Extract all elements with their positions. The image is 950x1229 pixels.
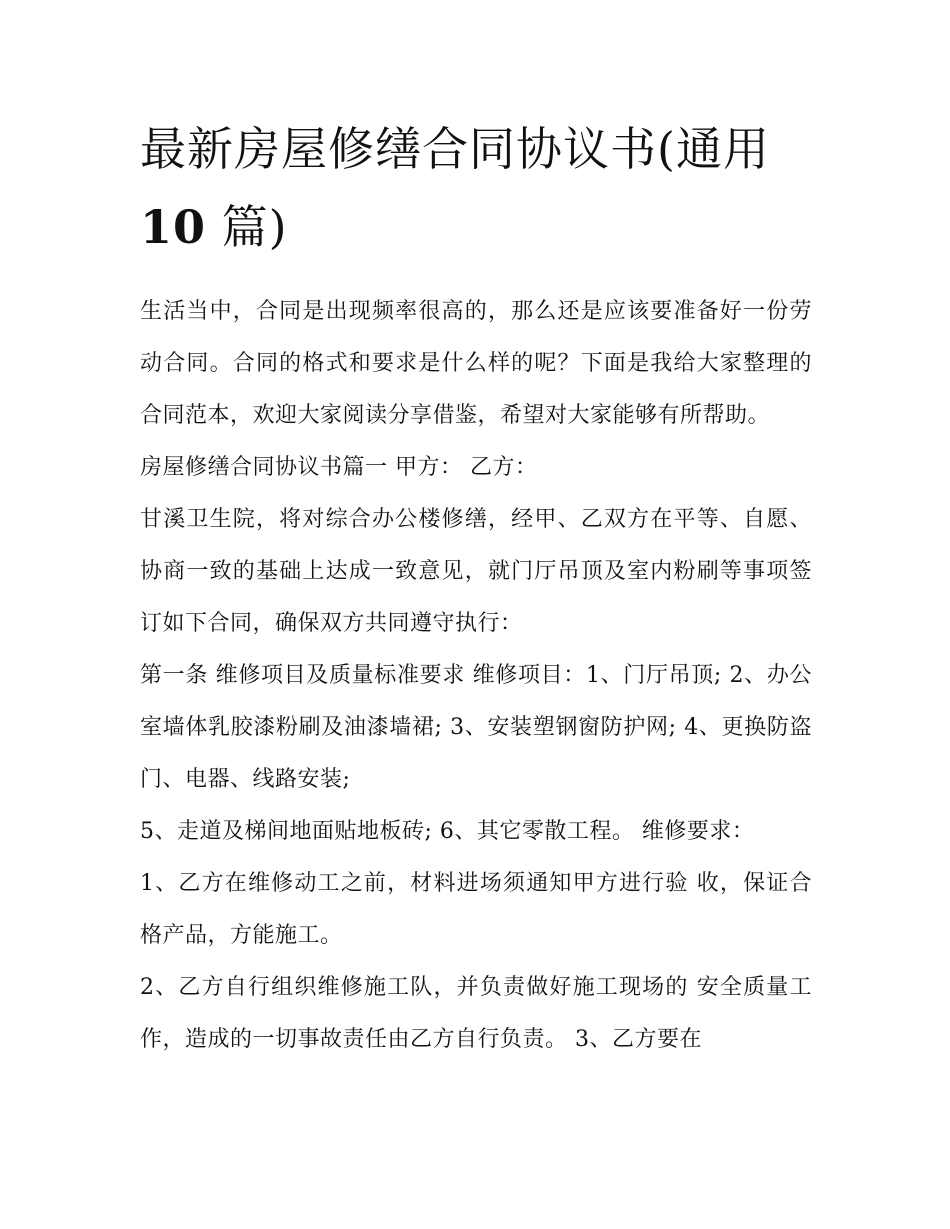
document-body xyxy=(140,110,812,1066)
title-line-1: 最新房屋修缮合同协议书(通用 xyxy=(140,122,770,176)
paragraph-preamble: 甘溪卫生院，将对综合办公楼修缮，经甲、乙双方在平等、自愿、协商一致的基础上达成一致意见，就门厅吊顶及室内粉刷等事项签订如下合同，确保双方共同遵守执行： xyxy=(140,507,812,636)
paragraph-article-1: 第一条 维修项目及质量标准要求 维修项目：1、门厅吊顶; 2、办公室墙体乳胶漆粉刷及油漆墙裙; 3、安装塑钢窗防护网; 4、更换防盗门、电器、线路安装; xyxy=(140,663,812,792)
paragraph-intro: 生活当中，合同是出现频率很高的，那么还是应该要准备好一份劳动合同。合同的格式和要求是什么样的呢？下面是我给大家整理的合同范本，欢迎大家阅读分享借鉴，希望对大家能够有所帮助。 xyxy=(140,299,812,428)
document-title xyxy=(140,110,812,266)
paragraph-parties: 房屋修缮合同协议书篇一 甲方： 乙方： xyxy=(140,455,538,480)
paragraph-requirement-1: 1、乙方在维修动工之前，材料进场须通知甲方进行验 收，保证合格产品，方能施工。 xyxy=(140,871,812,948)
paragraph-requirement-2: 2、乙方自行组织维修施工队，并负责做好施工现场的 安全质量工作，造成的一切事故责任由乙方自行负责。 3、乙方要在 xyxy=(140,975,812,1052)
title-line-2: 篇) xyxy=(206,200,288,254)
title-number: 10 xyxy=(140,200,207,254)
paragraph-items-5-6: 5、走道及梯间地面贴地板砖; 6、其它零散工程。 维修要求： xyxy=(140,819,755,844)
